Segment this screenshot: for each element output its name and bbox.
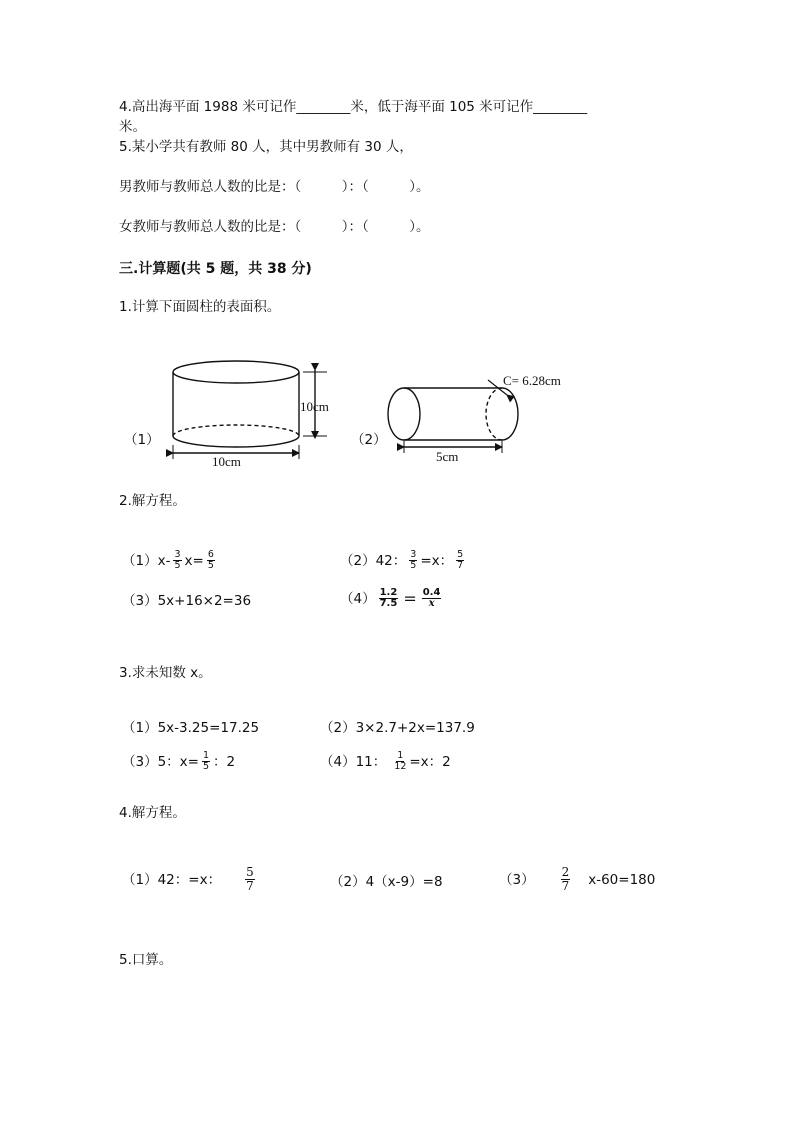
figure-2-length-label: 5cm bbox=[436, 449, 459, 464]
calc-2-problem-4 bbox=[340, 588, 444, 609]
question-4-line-2: 米。 bbox=[119, 119, 146, 135]
fraction-denominator: 7 bbox=[457, 560, 464, 571]
section-3-title: 三.计算题(共 5 题，共 38 分) bbox=[119, 261, 312, 277]
calc-2-p1-text-a: （1）x- bbox=[122, 552, 171, 569]
calc-3-p3-text-a: （3）5：x= bbox=[122, 753, 199, 770]
calc-3-problem-1: （1）5x-3.25=17.25 bbox=[122, 720, 260, 736]
fraction-numerator: 2 bbox=[561, 865, 570, 879]
fraction-numerator: 1.2 bbox=[379, 587, 398, 598]
calc-4-title: 4.解方程。 bbox=[119, 805, 186, 821]
calc-3-p3-text-b: ：2 bbox=[213, 753, 236, 770]
figure-1-label: （1） bbox=[124, 432, 160, 448]
calc-4-p1-text-a: （1）42：=x： bbox=[122, 871, 222, 888]
fraction-numerator: 1 bbox=[397, 750, 404, 761]
fraction bbox=[422, 588, 442, 609]
fraction bbox=[394, 751, 406, 772]
fraction-numerator: 5 bbox=[246, 865, 254, 879]
figure-2-circumference-label: C= 6.28cm bbox=[503, 373, 561, 388]
calc-4-problem-1 bbox=[122, 866, 258, 893]
calc-3-problem-4 bbox=[320, 751, 451, 772]
calc-4-problem-2: （2）4（x-9）=8 bbox=[330, 874, 443, 890]
calc-4-p3-text-a: （3） bbox=[499, 871, 535, 888]
fraction bbox=[245, 866, 255, 893]
fraction bbox=[456, 550, 464, 571]
figure-2-label: （2） bbox=[351, 432, 387, 448]
calc-3-p4-text-b: =x：2 bbox=[409, 753, 451, 770]
fraction-denominator: 5 bbox=[207, 560, 214, 571]
fraction bbox=[561, 866, 571, 893]
calc-2-problem-1 bbox=[122, 550, 218, 571]
fraction-denominator: 5 bbox=[410, 560, 417, 571]
fraction-denominator: x bbox=[428, 598, 435, 609]
figure-1-diameter-label: 10cm bbox=[212, 454, 241, 469]
fraction bbox=[173, 550, 181, 571]
calc-4-p3-text-b: x-60=180 bbox=[588, 871, 656, 888]
cylinder-2-drawing bbox=[388, 380, 518, 453]
calc-2-title: 2.解方程。 bbox=[119, 493, 186, 509]
calc-4-problem-3 bbox=[499, 866, 655, 893]
equals-sign: = bbox=[403, 588, 417, 608]
calc-5-title: 5.口算。 bbox=[119, 952, 173, 968]
fraction bbox=[202, 751, 210, 772]
fraction bbox=[379, 588, 399, 609]
fraction-numerator: 3 bbox=[174, 549, 181, 560]
calc-3-problem-3 bbox=[122, 751, 235, 772]
calc-1-title: 1.计算下面圆柱的表面积。 bbox=[119, 299, 281, 315]
question-5-line-1: 5.某小学共有教师 80 人，其中男教师有 30 人， bbox=[119, 139, 413, 155]
fraction-denominator: 7 bbox=[246, 879, 254, 893]
fraction bbox=[409, 550, 417, 571]
calc-3-title: 3.求未知数 x。 bbox=[119, 665, 212, 681]
fraction-numerator: 1 bbox=[202, 750, 210, 761]
calc-2-problem-2 bbox=[340, 550, 467, 571]
calc-2-p2-text-b: =x： bbox=[420, 552, 454, 569]
fraction-numerator: 6 bbox=[207, 549, 214, 560]
question-5-female-ratio: 女教师与教师总人数的比是：（ ）：（ ）。 bbox=[119, 219, 430, 235]
fraction-denominator: 7 bbox=[561, 879, 570, 893]
fraction-numerator: 0.4 bbox=[422, 587, 441, 598]
fraction-denominator: 12 bbox=[394, 761, 407, 772]
figure-1-height-label: 10cm bbox=[300, 399, 329, 414]
fraction-denominator: 5 bbox=[202, 761, 210, 772]
question-5-male-ratio: 男教师与教师总人数的比是：（ ）：（ ）。 bbox=[119, 179, 430, 195]
fraction-denominator: 5 bbox=[174, 560, 181, 571]
calc-2-problem-3: （3）5x+16×2=36 bbox=[122, 593, 252, 609]
fraction-denominator: 7.5 bbox=[379, 598, 398, 609]
calc-2-p2-text-a: （2）42： bbox=[340, 552, 407, 569]
question-4-line-1: 4.高出海平面 1988 米可记作________米，低于海平面 105 米可记作________ bbox=[119, 99, 588, 115]
calc-3-problem-2: （2）3×2.7+2x=137.9 bbox=[320, 720, 475, 736]
fraction-numerator: 5 bbox=[457, 549, 464, 560]
fraction-numerator: 3 bbox=[410, 549, 417, 560]
fraction bbox=[207, 550, 215, 571]
calc-2-p4-text-a: （4） bbox=[340, 590, 376, 607]
calc-3-p4-text-a: （4）11： bbox=[320, 753, 387, 770]
calc-2-p1-text-b: x= bbox=[184, 552, 204, 569]
